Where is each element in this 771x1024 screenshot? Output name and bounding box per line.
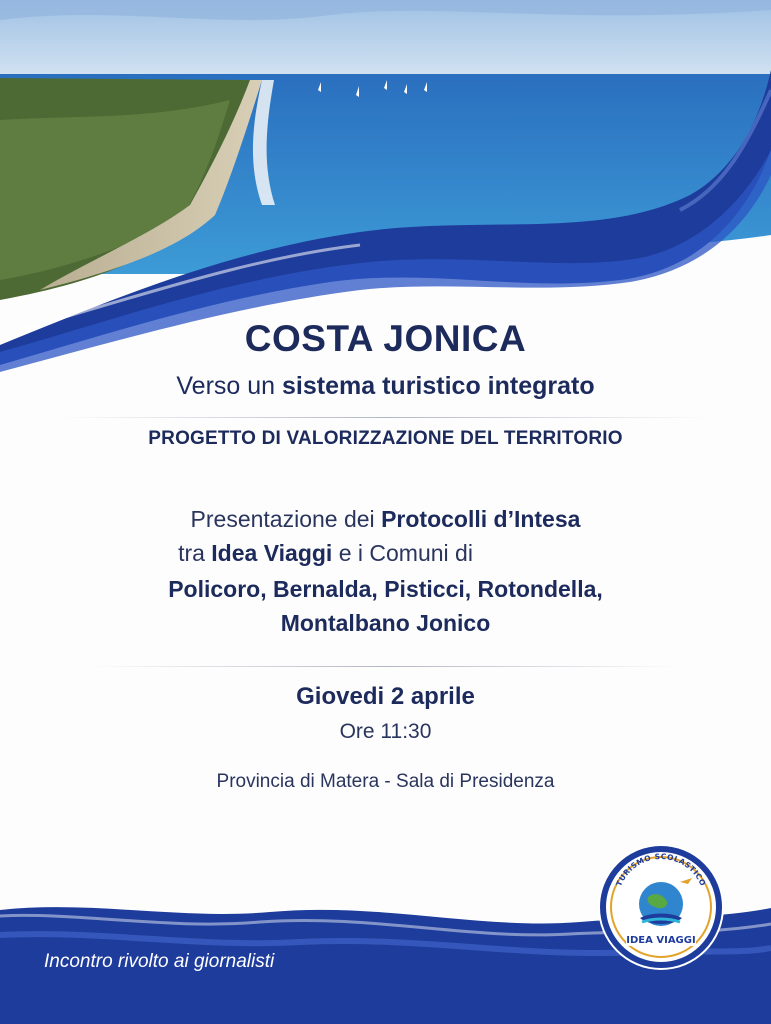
poster-title: COSTA JONICA (244, 318, 527, 359)
press-note: Incontro rivolto ai giornalisti (44, 951, 275, 972)
protocols-name: Protocolli d’Intesa (381, 506, 581, 532)
divider-top (60, 417, 710, 418)
event-date: Giovedi 2 aprile (296, 683, 475, 710)
municipalities-list-1: Policoro, Bernalda, Pisticci, Rotondella, (168, 576, 603, 602)
subtitle-lead: Verso un (176, 372, 283, 400)
between-label: tra (178, 540, 212, 566)
municipalities-label: e i Comuni di (332, 540, 473, 566)
divider-bottom (90, 666, 680, 667)
place-room: Sala di Presidenza (396, 771, 555, 792)
idea-viaggi-logo-icon (596, 842, 726, 972)
presentation-line-2 (0, 540, 771, 567)
event-time: Ore 11:30 (339, 720, 432, 743)
logo-top-text: TURISMO SCOLASTICO (614, 851, 708, 888)
project-heading: PROGETTO DI VALORIZZAZIONE DEL TERRITORIO (148, 428, 623, 449)
poster-subtitle (0, 372, 771, 401)
municipalities-list-2: Montalbano Jonico (280, 610, 491, 636)
logo-brand-text: IDEA VIAGGI (626, 935, 696, 946)
presentation-lead: Presentazione dei (190, 506, 382, 532)
event-place (0, 771, 771, 793)
place-lead: Provincia di Matera - (216, 771, 397, 792)
presentation-line-1 (0, 506, 771, 533)
subtitle-emphasis: sistema turistico integrato (282, 372, 595, 400)
company-name: Idea Viaggi (211, 540, 333, 566)
